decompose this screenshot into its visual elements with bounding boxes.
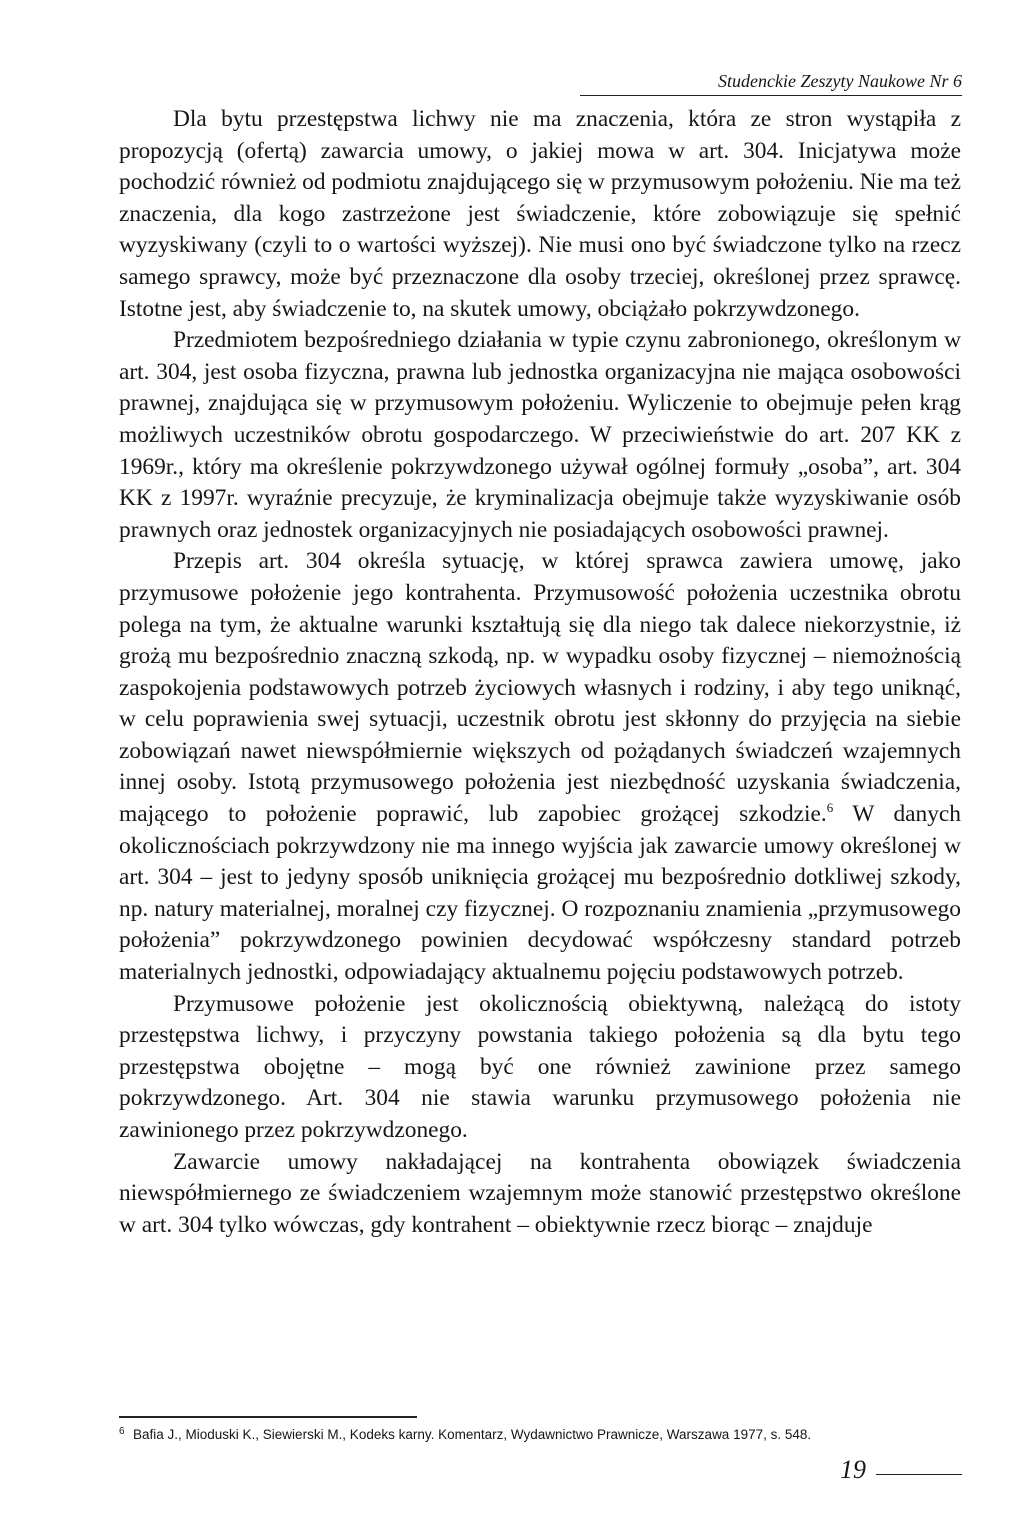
footnote-text: Bafia J., Mioduski K., Siewierski M., Kodeks karny. Komentarz, Wydawnictwo Prawnicze, Warszawa 1977, s. 548. (133, 1427, 812, 1442)
footnote: 6 Bafia J., Mioduski K., Siewierski M., Kodeks karny. Komentarz, Wydawnictwo Prawnicze, Warszawa 1977, s. 548. (119, 1425, 812, 1442)
page-number: 19 (840, 1455, 866, 1484)
paragraph-5: Zawarcie umowy nakładającej na kontrahenta obowiązek świadczenia niewspółmiernego ze świadczeniem wzajemnym może stanowić przestępstwo określone w art. 304 tylko wówczas, gdy kontrahent – obiektywnie rzecz biorąc – znajduje (119, 1148, 961, 1238)
paragraph-3-text-a: Przepis art. 304 określa sytuację, w której sprawca zawiera umowę, jako przymusowe położenie jego kontrahenta. Przymusowość położenia uczestnika obrotu polega na tym, że aktualne warunki kształtują się dla niego tak dalece niekorzystnie, iż grożą mu bezpośrednio znaczną szkodą, np. w wypadku osoby fizycznej – niemożnością zaspokojenia podstawowych potrzeb życiowych własnych i rodziny, i aby tego uniknąć, w celu poprawienia swej sytuacji, uczestnik obrotu jest skłonny do przyjęcia na siebie zobowiązań nawet niewspółmiernie większych od pożądanych świadczeń wzajemnych innej osoby. Istotą przymusowego położenia jest niezbędność uzyskania świadczenia, mającego to położenie poprawić, lub zapobiec grożącej szkodzie. (119, 548, 961, 828)
page-number-rule (876, 1474, 962, 1475)
paragraph-3 (119, 546, 961, 988)
footnote-separator (119, 1416, 417, 1418)
running-header: Studenckie Zeszyty Naukowe Nr 6 (580, 70, 962, 96)
paragraph-4: Przymusowe położenie jest okolicznością obiektywną, należącą do istoty przestępstwa lichwy, i przyczyny powstania takiego położenia są dla bytu tego przestępstwa obojętne – mogą być one również zawinione przez samego pokrzywdzonego. Art. 304 nie stawia warunku przymusowego położenia nie zawinionego przez pokrzywdzonego. (119, 990, 961, 1143)
page-number-block (840, 1454, 962, 1486)
paragraph-1: Dla bytu przestępstwa lichwy nie ma znaczenia, która ze stron wystąpiła z propozycją (ofertą) zawarcia umowy, o jakiej mowa w art. 304. Inicjatywa może pochodzić również od podmiotu znajdującego się w przymusowym położeniu. Nie ma też znaczenia, dla kogo zastrzeżone jest świadczenie, które zobowiązuje się spełnić wyzyskiwany (czyli to o wartości wyższej). Nie musi ono być świadczone tylko na rzecz samego sprawcy, może być przeznaczone dla osoby trzeciej, określonej przez sprawcę. Istotne jest, aby świadczenie to, na skutek umowy, obciążało pokrzywdzonego. (119, 106, 961, 322)
footnote-reference[interactable]: 6 (826, 800, 834, 816)
body-text (119, 104, 961, 1241)
paragraph-3-text-b: W danych okolicznościach pokrzywdzony nie ma innego wyjścia jak zawarcie umowy określonej w art. 304 – jest to jedyny sposób uniknięcia grożącej mu bezpośrednio dotkliwej szkody, np. natury materialnej, moralnej czy fizycznej. O rozpoznaniu znamienia „przymusowego położenia” pokrzywdzonego powinien decydować współczesny standard potrzeb materialnych jednostki, odpowiadający aktualnemu pojęciu podstawowych potrzeb. (119, 801, 961, 986)
paragraph-2: Przedmiotem bezpośredniego działania w typie czynu zabronionego, określonym w art. 304, jest osoba fizyczna, prawna lub jednostka organizacyjna nie mająca osobowości prawnej, znajdująca się w przymusowym położeniu. Wyliczenie to obejmuje pełen krąg możliwych uczestników obrotu gospodarczego. W przeciwieństwie do art. 207 KK z 1969r., który ma określenie pokrzywdzonego używał ogólnej formuły „osoba”, art. 304 KK z 1997r. wyraźnie precyzuje, że kryminalizacja obejmuje także wyzyskiwanie osób prawnych oraz jednostek organizacyjnych nie posiadających osobowości prawnej. (119, 327, 961, 543)
